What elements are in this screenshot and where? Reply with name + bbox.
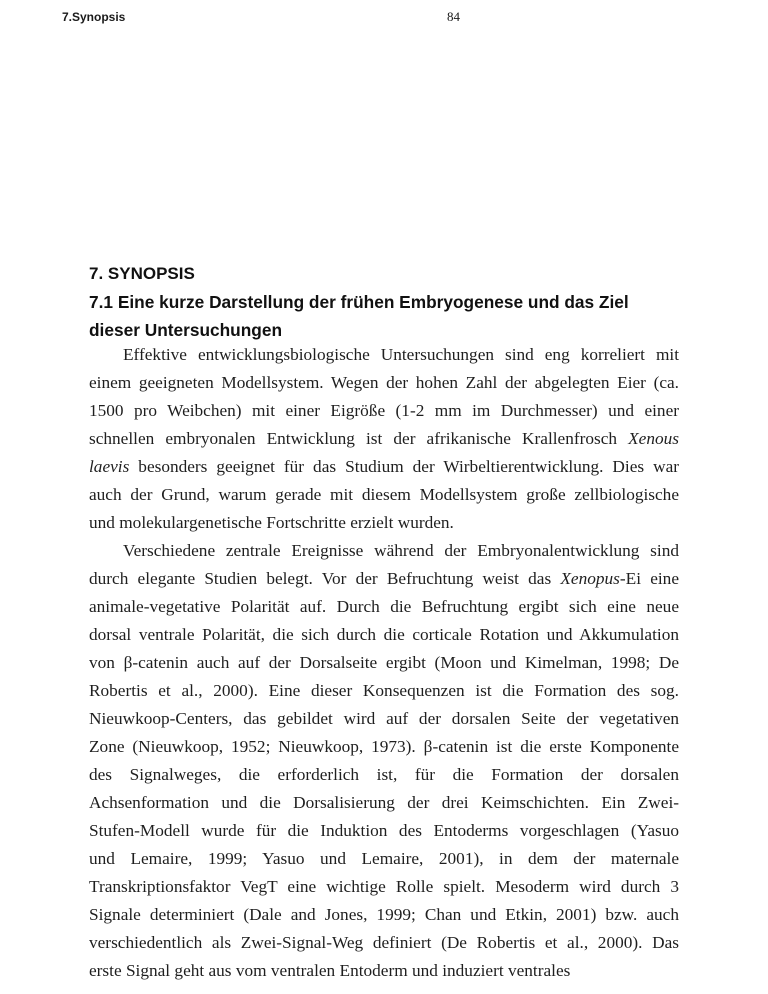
text-line bbox=[89, 565, 679, 593]
italic-term: laevis bbox=[89, 457, 130, 476]
text-line bbox=[89, 733, 679, 761]
body-text bbox=[89, 341, 679, 985]
text-run: 1500 pro Weibchen) mit einer Eigröße (1-2 mm im Durchmesser) und einer bbox=[89, 401, 679, 420]
text-line bbox=[89, 397, 679, 425]
text-run: Effektive entwicklungsbiologische Untersuchungen sind eng korreliert mit bbox=[123, 345, 679, 364]
text-line bbox=[89, 621, 679, 649]
text-run: einem geeigneten Modellsystem. Wegen der hohen Zahl der abgelegten Eier (ca. bbox=[89, 373, 679, 392]
text-run: animale-vegetative Polarität auf. Durch die Befruchtung ergibt sich eine neue bbox=[89, 597, 679, 616]
text-run: Signale determiniert (Dale and Jones, 1999; Chan und Etkin, 2001) bzw. auch bbox=[89, 905, 679, 924]
chapter-heading: 7. SYNOPSIS bbox=[89, 264, 195, 283]
text-line bbox=[89, 593, 679, 621]
running-head-title: 7.Synopsis bbox=[62, 10, 126, 24]
text-line bbox=[89, 369, 679, 397]
text-line bbox=[89, 873, 679, 901]
text-run: verschiedentlich als Zwei-Signal-Weg definiert (De Robertis et al., 2000). Das bbox=[89, 933, 679, 952]
text-line bbox=[89, 705, 679, 733]
text-line bbox=[89, 761, 679, 789]
subsection-heading: 7.1 Eine kurze Darstellung der frühen Embryogenese und das Ziel dieser Untersuchungen bbox=[89, 292, 629, 340]
text-run: -Ei eine bbox=[619, 569, 679, 588]
text-line bbox=[89, 901, 679, 929]
text-run: erste Signal geht aus vom ventralen Entoderm und induziert ventrales bbox=[89, 961, 571, 980]
text-line bbox=[89, 957, 679, 985]
text-line bbox=[89, 677, 679, 705]
section-headings bbox=[89, 260, 679, 344]
text-run: Transkriptionsfaktor VegT eine wichtige Rolle spielt. Mesoderm wird durch 3 bbox=[89, 877, 679, 896]
text-line bbox=[89, 817, 679, 845]
italic-term: Xenous bbox=[628, 429, 679, 448]
text-line bbox=[89, 453, 679, 481]
text-run: besonders geeignet für das Studium der Wirbeltierentwicklung. Dies war bbox=[129, 457, 679, 476]
text-line bbox=[89, 789, 679, 817]
text-run: auch der Grund, warum gerade mit diesem Modellsystem große zellbiologische bbox=[89, 485, 679, 504]
text-line bbox=[89, 481, 679, 509]
text-run: Zone (Nieuwkoop, 1952; Nieuwkoop, 1973). β-catenin ist die erste Komponente bbox=[89, 737, 679, 756]
text-run: Robertis et al., 2000). Eine dieser Konsequenzen ist die Formation des sog. bbox=[89, 681, 679, 700]
text-run: und molekulargenetische Fortschritte erzielt wurden. bbox=[89, 513, 454, 532]
paragraph bbox=[89, 341, 679, 537]
text-run: Stufen-Modell wurde für die Induktion des Entoderms vorgeschlagen (Yasuo bbox=[89, 821, 679, 840]
text-run: schnellen embryonalen Entwicklung ist der afrikanische Krallenfrosch bbox=[89, 429, 629, 448]
text-line bbox=[89, 509, 679, 537]
text-run: dorsal ventrale Polarität, die sich durch die corticale Rotation und Akkumulation bbox=[89, 625, 679, 644]
text-run: und Lemaire, 1999; Yasuo und Lemaire, 2001), in dem der maternale bbox=[89, 849, 679, 868]
paragraph bbox=[89, 537, 679, 985]
text-line bbox=[89, 929, 679, 957]
text-run: Nieuwkoop-Centers, das gebildet wird auf der dorsalen Seite der vegetativen bbox=[89, 709, 679, 728]
text-line bbox=[89, 341, 679, 369]
text-run: Achsenformation und die Dorsalisierung der drei Keimschichten. Ein Zwei- bbox=[89, 793, 679, 812]
italic-term: Xenopus bbox=[560, 569, 620, 588]
text-run: des Signalweges, die erforderlich ist, für die Formation der dorsalen bbox=[89, 765, 679, 784]
text-line bbox=[89, 649, 679, 677]
text-run: Verschiedene zentrale Ereignisse während der Embryonalentwicklung sind bbox=[123, 541, 679, 560]
text-line bbox=[89, 537, 679, 565]
text-run: von β-catenin auch auf der Dorsalseite ergibt (Moon und Kimelman, 1998; De bbox=[89, 653, 679, 672]
text-line bbox=[89, 845, 679, 873]
text-run: durch elegante Studien belegt. Vor der Befruchtung weist das bbox=[89, 569, 561, 588]
text-line bbox=[89, 425, 679, 453]
page-number: 84 bbox=[447, 9, 460, 24]
